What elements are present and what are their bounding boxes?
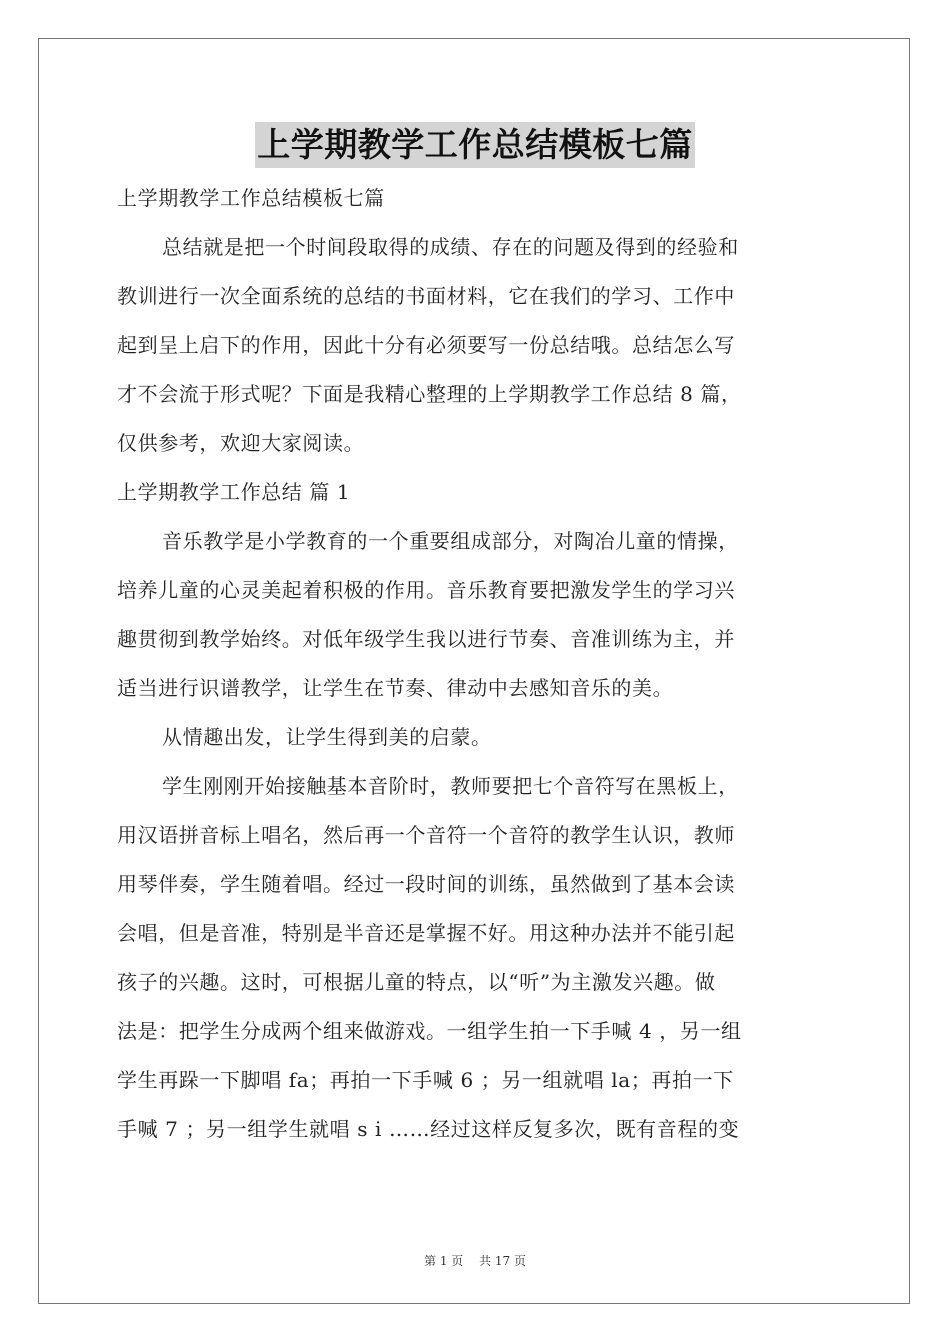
body-line: 从情趣出发，让学生得到美的启蒙。 [162, 725, 492, 749]
body-line: 学生再跺一下脚唱 fa；再拍一下手喊 6 ；另一组就唱 la；再拍一下 [117, 1068, 734, 1092]
body-line: 会唱，但是音准，特别是半音还是掌握不好。用这种办法并不能引起 [117, 921, 735, 945]
body-line: 总结就是把一个时间段取得的成绩、存在的问题及得到的经验和 [162, 235, 739, 259]
body-line: 用汉语拼音标上唱名，然后再一个音符一个音符的教学生认识，教师 [117, 823, 735, 847]
body-line: 起到呈上启下的作用，因此十分有必须要写一份总结哦。总结怎么写 [117, 333, 735, 357]
page-total: 共 17 页 [479, 1254, 526, 1268]
page-footer [0, 1252, 950, 1269]
body-line: 孩子的兴趣。这时，可根据儿童的特点，以“听”为主激发兴趣。做 [117, 970, 716, 994]
document-title-text: 上学期教学工作总结模板七篇 [255, 122, 695, 168]
page-number: 第 1 页 [424, 1254, 464, 1268]
body-line: 上学期教学工作总结 篇 1 [117, 480, 351, 504]
body-line: 上学期教学工作总结模板七篇 [117, 186, 385, 210]
document-title [0, 122, 950, 168]
body-line: 适当进行识谱教学，让学生在节奏、律动中去感知音乐的美。 [117, 676, 674, 700]
body-line: 培养儿童的心灵美起着积极的作用。音乐教育要把激发学生的学习兴 [117, 578, 735, 602]
body-line: 教训进行一次全面系统的总结的书面材料，它在我们的学习、工作中 [117, 284, 735, 308]
body-line: 音乐教学是小学教育的一个重要组成部分，对陶冶儿童的情操， [162, 529, 739, 553]
body-line: 手喊 7 ；另一组学生就唱 s i ……经过这样反复多次，既有音程的变 [117, 1117, 740, 1141]
document-body [117, 174, 833, 1154]
body-line: 才不会流于形式呢？下面是我精心整理的上学期教学工作总结 8 篇， [117, 382, 742, 406]
body-line: 学生刚刚开始接触基本音阶时，教师要把七个音符写在黑板上， [162, 774, 739, 798]
body-line: 趣贯彻到教学始终。对低年级学生我以进行节奏、音准训练为主，并 [117, 627, 735, 651]
body-line: 用琴伴奏，学生随着唱。经过一段时间的训练，虽然做到了基本会读 [117, 872, 735, 896]
body-line: 法是：把学生分成两个组来做游戏。一组学生拍一下手喊 4 ，另一组 [117, 1019, 742, 1043]
body-line: 仅供参考，欢迎大家阅读。 [117, 431, 365, 455]
